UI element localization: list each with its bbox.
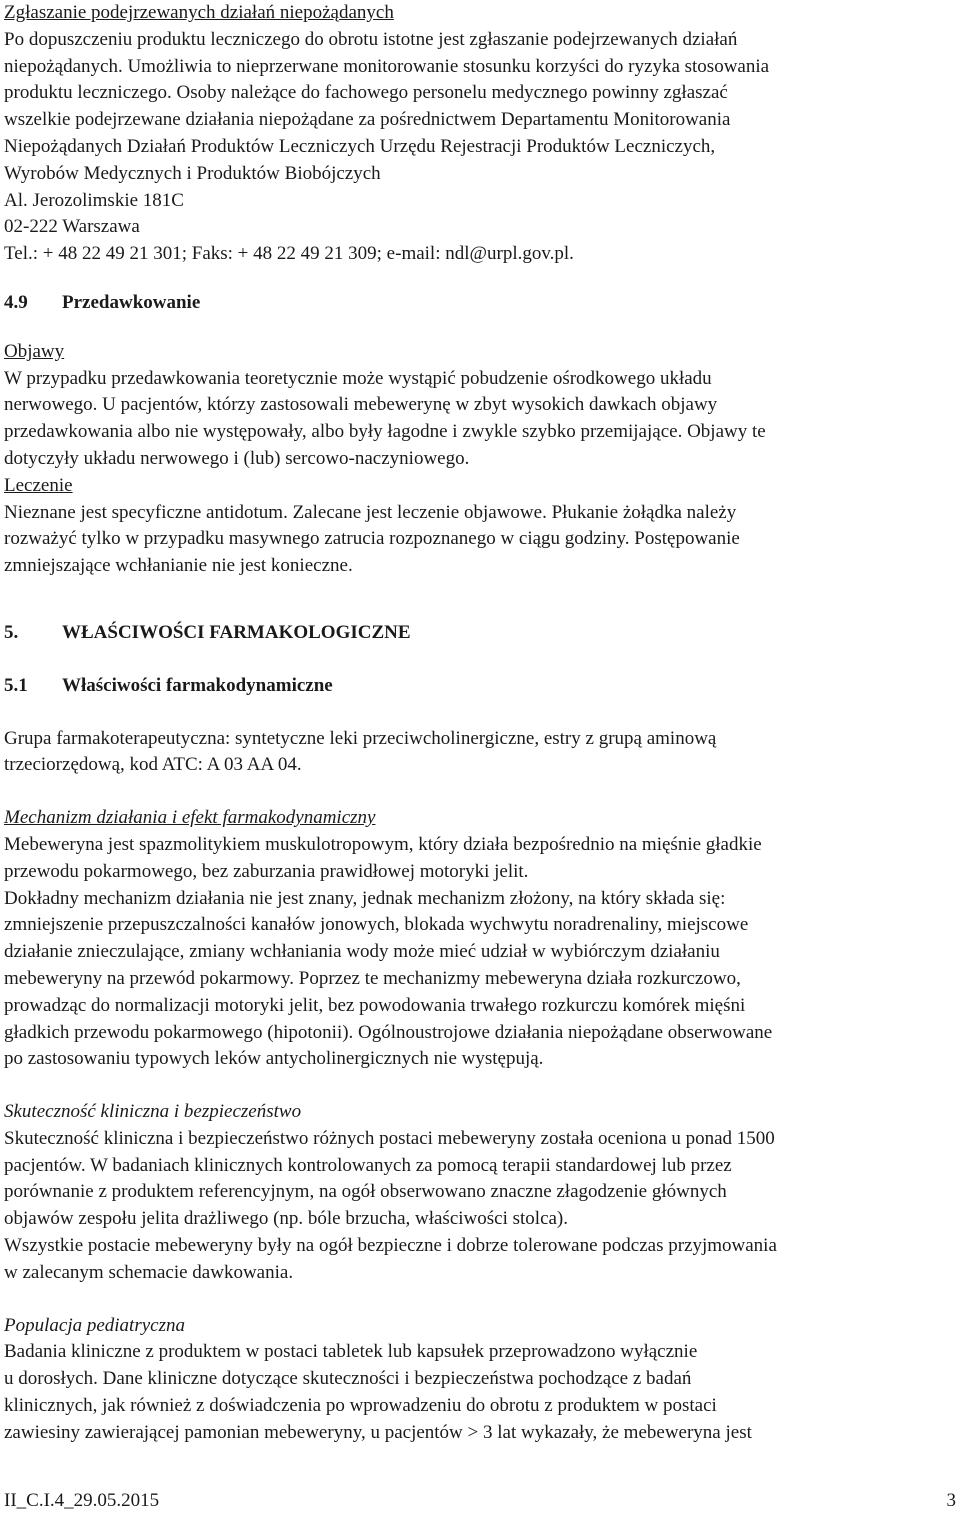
- mechanism-line: zmniejszenie przepuszczalności kanałów jonowych, blokada wychwytu noradrenaliny, miejscowe: [4, 914, 749, 936]
- efficacy-label: Skuteczność kliniczna i bezpieczeństwo: [4, 1101, 302, 1123]
- mechanism-line: przewodu pokarmowego, bez zaburzania prawidłowej motoryki jelit.: [4, 860, 529, 882]
- treatment-line: rozważyć tylko w przypadku masywnego zatrucia rozpoznanego w ciągu godziny. Postępowanie: [4, 528, 740, 550]
- section-number: 4.9: [4, 291, 28, 313]
- adr-line: Wyrobów Medycznych i Produktów Biobójczych: [4, 162, 381, 184]
- overdose-heading: [4, 290, 954, 317]
- efficacy-line: objawów zespołu jelita drażliwego (np. bóle brzucha, właściwości stolca).: [4, 1208, 569, 1230]
- efficacy-line: porównanie z produktem referencyjnym, na ogół obserwowano znaczne złagodzenie głównych: [4, 1181, 727, 1203]
- section51-heading: [4, 673, 954, 700]
- symptoms-line: przedawkowania albo nie występowały, albo były łagodne i zwykle szybko przemijające. Objawy te: [4, 421, 766, 443]
- mechanism-line: Dokładny mechanizm działania nie jest znany, jednak mechanizm złożony, na który składa się:: [4, 887, 726, 909]
- symptoms-line: nerwowego. U pacjentów, którzy zastosowali mebewerynę w zbyt wysokich dawkach objawy: [4, 394, 718, 416]
- section-number: 5.: [4, 621, 19, 643]
- mechanism-line: Mebeweryna jest spazmolitykiem muskulotropowym, który działa bezpośrednio na mięśnie gładkie: [4, 833, 762, 855]
- page-number: 3: [946, 1490, 956, 1511]
- document-page: [4, 0, 954, 1447]
- adr-line: Niepożądanych Działań Produktów Leczniczych Urzędu Rejestracji Produktów Leczniczych,: [4, 135, 716, 157]
- mechanism-line: mebeweryny na przewód pokarmowy. Poprzez te mechanizmy mebeweryna działa rozkurczowo,: [4, 967, 741, 989]
- treatment-line: Nieznane jest specyficzne antidotum. Zalecane jest leczenie objawowe. Płukanie żołądka należy: [4, 501, 737, 523]
- efficacy-line: Skuteczność kliniczna i bezpieczeństwo różnych postaci mebeweryny została oceniona u ponad 1500: [4, 1127, 775, 1149]
- page-footer: [4, 1488, 956, 1514]
- section-title: Przedawkowanie: [62, 291, 201, 313]
- symptoms-line: W przypadku przedawkowania teoretycznie może wystąpić pobudzenie ośrodkowego układu: [4, 367, 712, 389]
- section-title: Właściwości farmakodynamiczne: [62, 674, 333, 696]
- pediatric-line: klinicznych, jak również z doświadczenia po wprowadzeniu do obrotu z produktem w postaci: [4, 1395, 717, 1417]
- section-title: WŁAŚCIWOŚCI FARMAKOLOGICZNE: [62, 621, 411, 643]
- treatment-label: Leczenie: [4, 474, 73, 496]
- mechanism-line: gładkich przewodu pokarmowego (hipotonii). Ogólnoustrojowe działania niepożądane obserwowane: [4, 1021, 773, 1043]
- pediatric-line: Badania kliniczne z produktem w postaci tabletek lub kapsułek przeprowadzono wyłącznie: [4, 1341, 698, 1363]
- mechanism-line: działanie znieczulające, zmiany wchłaniania wody może mieć udział w wybiórczym działaniu: [4, 941, 720, 963]
- pediatric-line: u dorosłych. Dane kliniczne dotyczące skuteczności i bezpieczeństwa pochodzące z badań: [4, 1368, 692, 1390]
- adr-line: Po dopuszczeniu produktu leczniczego do obrotu istotne jest zgłaszanie podejrzewanych działań: [4, 28, 738, 50]
- mechanism-line: po zastosowaniu typowych leków antycholinergicznych nie występują.: [4, 1048, 544, 1070]
- group-line: Grupa farmakoterapeutyczna: syntetyczne leki przeciwcholinergiczne, estry z grupą aminową: [4, 727, 717, 749]
- efficacy-line: w zalecanym schemacie dawkowania.: [4, 1261, 294, 1283]
- group-line: trzeciorzędową, kod ATC: A 03 AA 04.: [4, 754, 302, 776]
- adr-title: Zgłaszanie podejrzewanych działań niepożądanych: [4, 2, 394, 23]
- treatment-line: zmniejszające wchłanianie nie jest konieczne.: [4, 555, 353, 577]
- symptoms-line: dotyczyły układu nerwowego i (lub) sercowo-naczyniowego.: [4, 447, 470, 469]
- pediatric-label: Populacja pediatryczna: [4, 1314, 185, 1336]
- adr-line: niepożądanych. Umożliwia to nieprzerwane monitorowanie stosunku korzyści do ryzyka stosowania: [4, 55, 770, 77]
- document-id: II_C.I.4_29.05.2015: [4, 1490, 160, 1511]
- efficacy-line: pacjentów. W badaniach klinicznych kontrolowanych za pomocą terapii standardowej lub przez: [4, 1154, 732, 1176]
- adr-line: produktu leczniczego. Osoby należące do fachowego personelu medycznego powinny zgłaszać: [4, 82, 728, 104]
- section5-heading: [4, 620, 954, 647]
- adr-address-line: Al. Jerozolimskie 181C: [4, 189, 184, 211]
- pediatric-line: zawiesiny zawierającej pamonian mebeweryny, u pacjentów > 3 lat wykazały, że mebeweryna jest: [4, 1421, 752, 1443]
- overdose-section: [4, 290, 954, 580]
- mechanism-line: prowadząc do normalizacji motoryki jelit, bez powodowania trwałego rozkurczu komórek mięśni: [4, 994, 746, 1016]
- adr-section: [4, 0, 954, 268]
- adr-line: wszelkie podejrzewane działania niepożądane za pośrednictwem Departamentu Monitorowania: [4, 109, 731, 131]
- efficacy-line: Wszystkie postacie mebeweryny były na ogół bezpieczne i dobrze tolerowane podczas przyjmowania: [4, 1235, 777, 1257]
- adr-contact-line: Tel.: + 48 22 49 21 301; Faks: + 48 22 49 21 309; e-mail: ndl@urpl.gov.pl.: [4, 243, 574, 265]
- section-number: 5.1: [4, 674, 28, 696]
- pharmacodynamics-section: [4, 673, 954, 1447]
- symptoms-label: Objawy: [4, 340, 65, 362]
- adr-city-line: 02-222 Warszawa: [4, 216, 140, 238]
- mechanism-label: Mechanizm działania i efekt farmakodynamiczny: [4, 807, 376, 829]
